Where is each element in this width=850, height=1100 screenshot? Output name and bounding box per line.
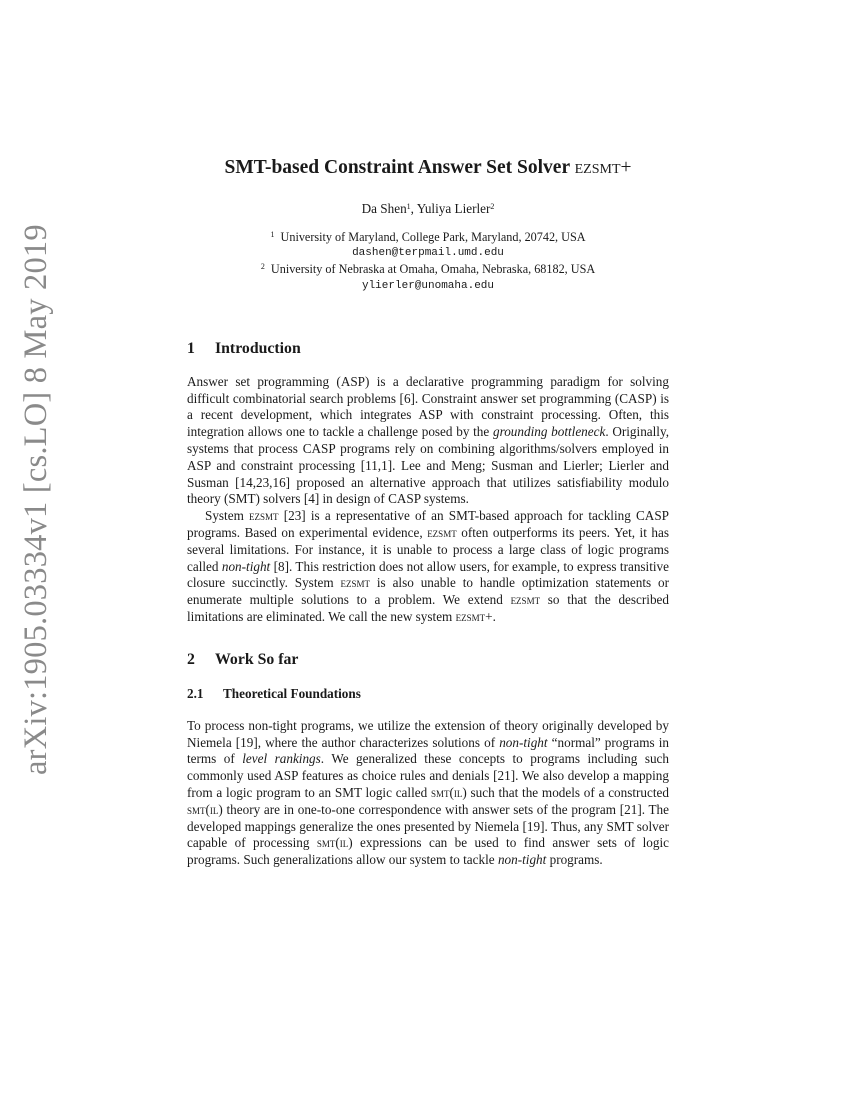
system-name: ezsmt [510, 592, 541, 608]
system-name: ezsmt [340, 575, 370, 591]
section-heading [187, 651, 669, 669]
section-title: Work So far [215, 650, 299, 668]
text-run: often outperforms its peers. Yet, it has several limitations. For instance, it is unable to process a large class of logic programs called [187, 524, 669, 574]
section-heading [187, 340, 669, 358]
affiliations [187, 229, 669, 294]
text-run: theory are in one-to-one correspondence with answer sets of the program [21]. The developed mappings generalize the ones presented by Niemela [19]. Thus, any SMT solver capable of processing [187, 801, 669, 851]
author-line: Da Shen$^1$, Yuliya Lierler$^2$ [361, 201, 495, 216]
subsection-title: Theoretical Foundations [223, 685, 361, 701]
affiliation-mark: 1 [270, 230, 275, 239]
section-number: 1 [187, 339, 195, 357]
text-run: programs. [546, 852, 603, 868]
emphasis: non-tight [221, 558, 271, 574]
affiliation [187, 261, 669, 277]
affiliation [187, 229, 669, 245]
text-run: Answer set programming (ASP) is a declarative programming paradigm for solving difficult combinatorial search problems [6]. Constraint answer set programming (CASP) is a recent development, which integrates ASP with constraint processing. Often, this integration allows one to tackle a challenge posed by the [187, 373, 669, 440]
paper-content [187, 150, 669, 869]
text-run: . We generalized these concepts to programs including such commonly used ASP features as choice rules and denials [21]. We also develop a mapping from a logic program to an SMT logic called [187, 751, 669, 800]
title-system-name: ezsmt+ [574, 157, 632, 178]
author-affil-mark: 2 [490, 202, 495, 211]
subsection-number: 2.1 [187, 685, 204, 701]
emphasis: grounding bottleneck [492, 424, 606, 440]
text-run: To process non-tight programs, we utilize the extension of theory originally developed by Niemela [19], where the author characterizes solutions of [187, 717, 669, 750]
affiliation-text: University of Nebraska at Omaha, Omaha, Nebraska, 68182, USA [270, 262, 596, 277]
emphasis: non-tight [499, 734, 548, 750]
text-run: [23] is a representative of an SMT-based approach for tackling CASP programs. Based on experimental evidence, [187, 508, 669, 540]
system-name: ezsmt [249, 508, 279, 524]
author-email[interactable]: dashen@terpmail.umd.edu [352, 247, 504, 260]
logic-name: smt(il) [187, 801, 223, 817]
text-run: System [205, 508, 250, 524]
body-paragraph [187, 718, 669, 869]
text-run: . Originally, systems that process CASP programs rely on combining algorithms/solvers employed in ASP and constraint processing [11,1]. Lee and Meng; Susman and Lierler; Lierler and Susman [14,23,16] proposed an alternative approach that utilizes satisfiability modulo theory (SMT) solvers [4] in design of CASP systems. [187, 424, 670, 507]
text-run: is also unable to handle optimization statements or enumerate multiple solutions to a problem. We extend [187, 575, 669, 608]
arxiv-identifier: arXiv:1905.03334v1 [cs.LO] 8 May 2019 [18, 224, 54, 775]
title-text: SMT-based Constraint Answer Set Solver [224, 157, 570, 178]
text-run: expressions can be used to find answer sets of logic programs. Such generalizations allow our system to tackle [187, 835, 670, 868]
emphasis: level rankings [242, 751, 321, 767]
author-affil-mark: 1 [406, 202, 411, 211]
text-run: “normal” programs in terms of [187, 734, 669, 767]
paper-title [187, 157, 669, 179]
body-paragraph [187, 508, 669, 626]
section-title: Introduction [215, 339, 301, 357]
subsection-heading [187, 686, 669, 702]
system-name: ezsmt [427, 524, 457, 540]
affiliation-mark: 2 [260, 262, 265, 272]
body-paragraph [187, 374, 669, 508]
author-email[interactable]: ylierler@unomaha.edu [361, 279, 495, 292]
author-name: Yuliya Lierler [416, 201, 491, 216]
section-number: 2 [187, 650, 195, 668]
text-run: so that the described limitations are eliminated. We call the new system [187, 592, 669, 624]
logic-name: smt(il) [316, 835, 353, 851]
text-run: such that the models of a constructed [466, 784, 669, 800]
emphasis: non-tight [497, 852, 547, 868]
logic-name: smt(il) [430, 784, 467, 800]
author-name: Da Shen [361, 201, 407, 216]
text-run: [8]. This restriction does not allow users, for example, to express transitive closure succinctly. System [187, 558, 669, 591]
affiliation-text: University of Maryland, College Park, Maryland, 20742, USA [280, 230, 586, 244]
text-run: . [492, 608, 496, 624]
system-name: ezsmt+ [455, 608, 493, 624]
